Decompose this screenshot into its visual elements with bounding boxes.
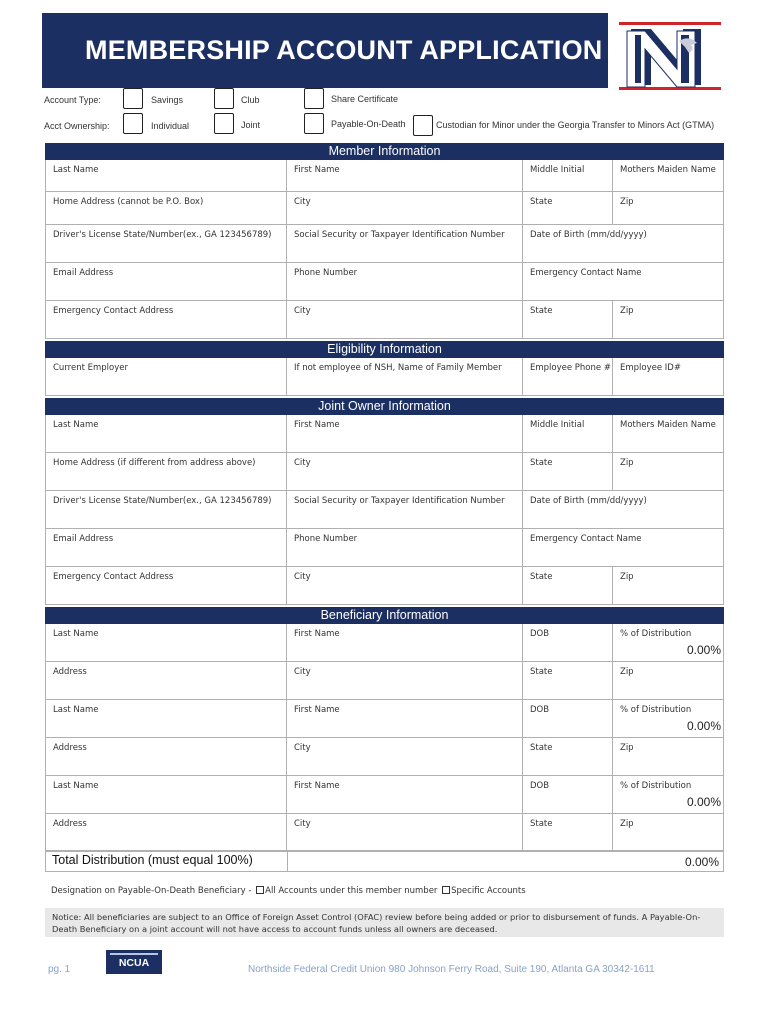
first-name-field[interactable]: First Name xyxy=(287,160,523,191)
first-name-field[interactable]: First Name xyxy=(287,415,523,452)
ncua-badge-icon: NCUA xyxy=(106,950,162,974)
phone-field[interactable]: Phone Number xyxy=(287,529,523,566)
email-field[interactable]: Email Address xyxy=(46,263,287,300)
zip-field[interactable]: Zip xyxy=(620,306,634,316)
drivers-license-field[interactable]: Driver's License State/Number(ex., GA 123456789) xyxy=(46,225,287,262)
address-field[interactable]: Address xyxy=(46,662,287,699)
member-row xyxy=(46,225,723,263)
zip-field[interactable]: Zip xyxy=(620,743,634,753)
savings-checkbox[interactable] xyxy=(123,88,143,109)
zip-field[interactable]: Zip xyxy=(620,197,634,207)
footer-address: Northside Federal Credit Union 980 Johnson Ferry Road, Suite 190, Atlanta GA 30342-1611 xyxy=(248,964,655,975)
beneficiary-row xyxy=(46,700,723,738)
all-accounts-label: All Accounts under this member number xyxy=(265,886,438,896)
joint-row xyxy=(46,491,723,529)
dob-field[interactable]: DOB xyxy=(523,700,613,737)
state-field[interactable]: State xyxy=(523,453,613,490)
distribution-percent-field[interactable]: % of Distribution 0.00% xyxy=(620,705,721,733)
page-title: MEMBERSHIP ACCOUNT APPLICATION xyxy=(85,35,603,65)
date-of-birth-field[interactable]: Date of Birth (mm/dd/yyyy) xyxy=(530,230,647,240)
payable-on-death-label: Payable-On-Death xyxy=(331,119,406,129)
middle-initial-field[interactable]: Middle Initial xyxy=(523,160,613,191)
zip-field[interactable]: Zip xyxy=(620,667,634,677)
phone-field[interactable]: Phone Number xyxy=(287,263,523,300)
email-field[interactable]: Email Address xyxy=(46,529,287,566)
eligibility-info-header: Eligibility Information xyxy=(45,341,724,358)
member-info-grid xyxy=(45,160,724,339)
state-field[interactable]: State xyxy=(523,192,613,224)
distribution-percent-field[interactable]: % of Distribution 0.00% xyxy=(620,629,721,657)
beneficiary-info-header: Beneficiary Information xyxy=(45,607,724,624)
state-field[interactable]: State xyxy=(523,662,613,699)
designation-line xyxy=(51,886,526,896)
last-name-field[interactable]: Last Name xyxy=(46,415,287,452)
custodian-checkbox[interactable] xyxy=(413,115,433,136)
first-name-field[interactable]: First Name xyxy=(287,624,523,661)
home-address-field[interactable]: Home Address (cannot be P.O. Box) xyxy=(46,192,287,224)
beneficiary-row xyxy=(46,776,723,814)
eligibility-row xyxy=(46,358,723,396)
state-field[interactable]: State xyxy=(523,567,613,604)
total-distribution-row xyxy=(45,850,724,872)
address-field[interactable]: Address xyxy=(46,738,287,775)
middle-initial-field[interactable]: Middle Initial xyxy=(523,415,613,452)
distribution-percent-value: 0.00% xyxy=(686,719,721,733)
dob-field[interactable]: DOB xyxy=(523,624,613,661)
joint-row xyxy=(46,415,723,453)
account-type-label: Account Type: xyxy=(44,95,101,105)
last-name-field[interactable]: Last Name xyxy=(46,776,287,813)
northside-logo-icon xyxy=(617,17,723,95)
payable-on-death-checkbox[interactable] xyxy=(304,113,324,134)
distribution-percent-value: 0.00% xyxy=(686,795,721,809)
city-field[interactable]: City xyxy=(287,453,523,490)
club-label: Club xyxy=(241,95,260,105)
city-field[interactable]: City xyxy=(287,814,523,851)
joint-checkbox[interactable] xyxy=(214,113,234,134)
first-name-field[interactable]: First Name xyxy=(287,776,523,813)
page-number: pg. 1 xyxy=(48,964,71,975)
joint-owner-info-grid xyxy=(45,415,724,605)
share-certificate-label: Share Certificate xyxy=(331,94,399,104)
zip-field[interactable]: Zip xyxy=(620,458,634,468)
emergency-contact-name-field[interactable]: Emergency Contact Name xyxy=(530,268,642,278)
individual-checkbox[interactable] xyxy=(123,113,143,134)
joint-row xyxy=(46,567,723,605)
all-accounts-checkbox[interactable] xyxy=(256,886,264,894)
total-distribution-label: Total Distribution (must equal 100%) xyxy=(52,853,253,867)
date-of-birth-field[interactable]: Date of Birth (mm/dd/yyyy) xyxy=(530,496,647,506)
emergency-contact-address-field[interactable]: Emergency Contact Address xyxy=(46,301,287,338)
city-field[interactable]: City xyxy=(287,567,523,604)
zip-field[interactable]: Zip xyxy=(620,819,634,829)
member-row xyxy=(46,160,723,192)
specific-accounts-label: Specific Accounts xyxy=(451,886,526,896)
mothers-maiden-name-field[interactable]: Mothers Maiden Name xyxy=(620,420,716,430)
joint-owner-info-header: Joint Owner Information xyxy=(45,398,724,415)
title-banner xyxy=(42,13,608,88)
individual-label: Individual xyxy=(151,121,190,131)
beneficiary-row xyxy=(46,814,723,852)
custodian-label: Custodian for Minor under the Georgia Transfer to Minors Act (GTMA) xyxy=(436,120,715,130)
acct-ownership-label: Acct Ownership: xyxy=(44,121,110,131)
last-name-field[interactable]: Last Name xyxy=(46,700,287,737)
share-certificate-checkbox[interactable] xyxy=(304,88,324,109)
ofac-notice: Notice: All beneficiaries are subject to an Office of Foreign Asset Control (OFAC) review before being added or prior to disbursement of funds. A Payable-On-Death Beneficiary on a joint account will not have access to account funds unless all owners are deceased. xyxy=(45,908,724,937)
member-row xyxy=(46,192,723,225)
drivers-license-field[interactable]: Driver's License State/Number(ex., GA 123456789) xyxy=(46,491,287,528)
employee-phone-field[interactable]: Employee Phone # xyxy=(523,358,613,395)
member-row xyxy=(46,301,723,339)
city-field[interactable]: City xyxy=(287,301,523,338)
mothers-maiden-name-field[interactable]: Mothers Maiden Name xyxy=(620,165,716,175)
member-row xyxy=(46,263,723,301)
last-name-field[interactable]: Last Name xyxy=(46,160,287,191)
state-field[interactable]: State xyxy=(523,738,613,775)
ssn-field[interactable]: Social Security or Taxpayer Identification Number xyxy=(287,491,523,528)
city-field[interactable]: City xyxy=(287,738,523,775)
zip-field[interactable]: Zip xyxy=(620,572,634,582)
home-address-field[interactable]: Home Address (if different from address above) xyxy=(46,453,287,490)
designation-prefix: Designation on Payable-On-Death Beneficiary - xyxy=(51,886,252,896)
last-name-field[interactable]: Last Name xyxy=(46,624,287,661)
emergency-contact-address-field[interactable]: Emergency Contact Address xyxy=(46,567,287,604)
first-name-field[interactable]: First Name xyxy=(287,700,523,737)
joint-row xyxy=(46,453,723,491)
beneficiary-info-grid xyxy=(45,624,724,852)
beneficiary-row xyxy=(46,624,723,662)
total-distribution-value: 0.00% xyxy=(684,855,719,869)
family-member-name-field[interactable]: If not employee of NSH, Name of Family Member xyxy=(287,358,523,395)
club-checkbox[interactable] xyxy=(214,88,234,109)
distribution-percent-value: 0.00% xyxy=(686,643,721,657)
eligibility-info-grid xyxy=(45,358,724,396)
emergency-contact-name-field[interactable]: Emergency Contact Name xyxy=(530,534,642,544)
joint-row xyxy=(46,529,723,567)
savings-label: Savings xyxy=(151,95,184,105)
city-field[interactable]: City xyxy=(287,662,523,699)
dob-field[interactable]: DOB xyxy=(523,776,613,813)
ssn-field[interactable]: Social Security or Taxpayer Identification Number xyxy=(287,225,523,262)
specific-accounts-checkbox[interactable] xyxy=(442,886,450,894)
state-field[interactable]: State xyxy=(523,301,613,338)
beneficiary-row xyxy=(46,662,723,700)
address-field[interactable]: Address xyxy=(46,814,287,851)
member-info-header: Member Information xyxy=(45,143,724,160)
joint-label: Joint xyxy=(241,120,261,130)
employee-id-field[interactable]: Employee ID# xyxy=(620,363,681,373)
city-field[interactable]: City xyxy=(287,192,523,224)
beneficiary-row xyxy=(46,738,723,776)
state-field[interactable]: State xyxy=(523,814,613,851)
distribution-percent-field[interactable]: % of Distribution 0.00% xyxy=(620,781,721,809)
total-divider xyxy=(287,851,288,871)
current-employer-field[interactable]: Current Employer xyxy=(46,358,287,395)
